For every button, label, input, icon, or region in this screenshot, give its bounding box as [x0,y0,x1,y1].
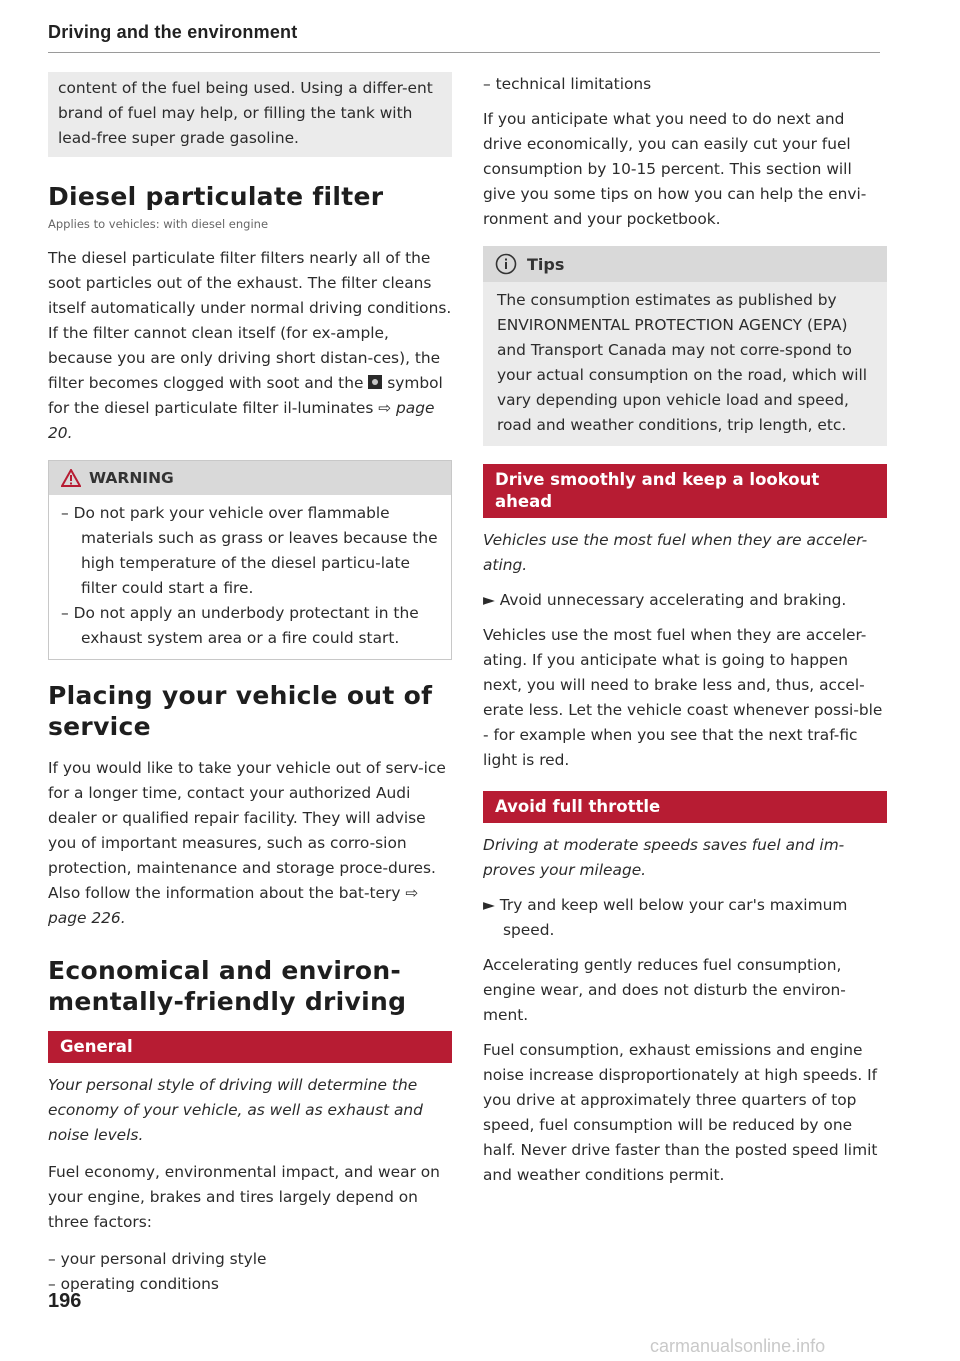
warning-header [49,461,451,495]
dpf-heading: Diesel particulate filter [48,182,384,211]
warning-box [48,460,452,660]
factor-item: – technical limitations [483,75,652,93]
general-lead: Your personal style of driving will determine the economy of your vehicle, as well as exhaust and noise levels. [48,1076,423,1144]
section-bar-throttle: Avoid full throttle [483,791,887,823]
page-number: 196 [48,1290,82,1312]
dpf-paragraph [48,246,452,446]
throttle-paragraph: Fuel consumption, exhaust emissions and engine noise increase disproportionately at high speeds. If you drive at approximately three quarters of top speed, fuel consumption will be reduced by one half. Never drive faster than the posted speed limit and weather conditions permit. [483,1041,878,1184]
page-ref-link[interactable]: ⇨ page 20. [48,399,435,442]
watermark: carmanualsonline.info [650,1336,826,1356]
dpf-text-a: The diesel particulate filter filters nearly all of the soot particles out of the exhaust. The filter cleans itself automatically under normal driving conditions. If the filter cannot clean itself (for ex-ample, because you are only driving short distan-ces), the filter becomes clogged with soot and the [48,249,452,392]
factor-item: – your personal driving style [48,1250,267,1268]
service-heading: Placing your vehicle out of service [48,681,433,741]
smooth-paragraph: Vehicles use the most fuel when they are acceler-ating. If you anticipate what is going to happen next, you will need to brake less and, thus, accel-erate less. Let the vehicle coast whenever possi-ble - for example when you see that the next traf-fic light is red. [483,626,883,769]
service-paragraph [48,756,452,931]
left-column [48,72,452,1297]
factor-item: – operating conditions [48,1275,219,1293]
intro-paragraph: If you anticipate what you need to do next and drive economically, you can easily cut your fuel consumption by 10-15 percent. This section will give you some tips on how you can help the envi-ronment and your pocketbook. [483,110,867,228]
smooth-step: ► Avoid unnecessary accelerating and braking. [483,591,847,609]
throttle-lead: Driving at moderate speeds saves fuel and im-proves your mileage. [483,836,845,879]
right-column [483,72,887,1188]
running-header [48,22,880,53]
tips-body [483,282,887,446]
tips-header [483,246,887,282]
page-ref-link[interactable]: ⇨ page 226. [48,884,419,927]
throttle-step: ► Try and keep well below your car's maximum speed. [483,896,848,939]
warning-item: – Do not park your vehicle over flammable materials such as grass or leaves because the high temperature of the diesel particu-late filter could start a fire. [61,504,438,597]
header-title: Driving and the environment [48,22,298,42]
dpf-text-b: symbol for the diesel particulate filter il-luminates [48,374,443,417]
general-paragraph: Fuel economy, environmental impact, and wear on your engine, brakes and tires largely depend on three factors: [48,1163,440,1231]
warning-body [49,495,451,659]
smooth-lead: Vehicles use the most fuel when they are acceler-ating. [483,531,868,574]
economical-heading: Economical and environ-mentally-friendly driving [48,956,407,1016]
throttle-paragraph: Accelerating gently reduces fuel consumption, engine wear, and does not disturb the environ-ment. [483,956,846,1024]
applies-note: Applies to vehicles: with diesel engine [48,217,269,231]
tips-text: The consumption estimates as published by ENVIRONMENTAL PROTECTION AGENCY (EPA) and Transport Canada may not corre-spond to your actual consumption on the road, which will vary depending upon vehicle load and speed, road and weather conditions, trip length, etc. [497,291,868,434]
warning-item: – Do not apply an underbody protectant in the exhaust system area or a fire could start. [61,604,419,647]
service-text: If you would like to take your vehicle out of serv-ice for a longer time, contact your authorized Audi dealer or qualified repair facility. They will advise you of important measures, such as corro-sion protection, maintenance and storage proce-dures. Also follow the information about the bat-tery [48,759,446,902]
intro-text: content of the fuel being used. Using a differ-ent brand of fuel may help, or filling the tank with lead-free super grade gasoline. [58,79,433,147]
info-icon [495,253,517,275]
tips-title: Tips [527,254,565,274]
warning-triangle-icon [61,469,81,487]
tips-box [483,246,887,446]
warning-title: WARNING [89,469,174,487]
dpf-warning-icon [368,375,382,389]
section-bar-general: General [48,1031,452,1063]
intro-box [48,72,452,157]
section-bar-smooth: Drive smoothly and keep a lookout ahead [483,464,887,518]
